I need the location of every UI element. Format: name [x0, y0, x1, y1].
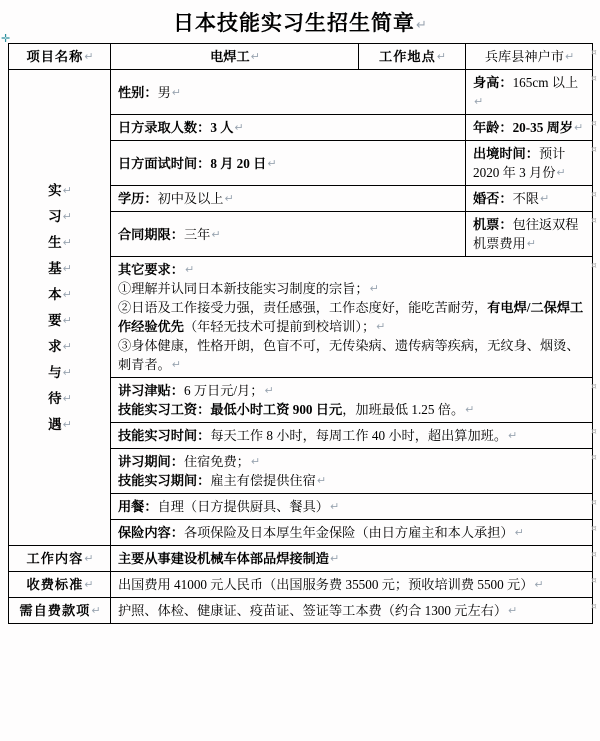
housing-value-2: 雇主有偿提供住宿: [210, 473, 316, 488]
pilcrow-mark: ↵: [211, 227, 221, 241]
pilcrow-mark: ↵: [330, 552, 340, 565]
bottom-row-label-cell: [9, 598, 111, 624]
cell-basic-right: [466, 141, 593, 186]
pilcrow-mark: ↵: [62, 235, 72, 249]
cell-end-marker: ¤: [591, 427, 597, 437]
cell-end-marker: ¤: [591, 453, 597, 463]
pilcrow-mark: ↵: [62, 287, 72, 301]
pilcrow-mark: ↵: [62, 183, 72, 197]
basic-left-value: 8 月 20 日: [210, 155, 267, 171]
pilcrow-mark: ↵: [62, 339, 72, 353]
cell-worktime: [111, 423, 593, 449]
requirement-marker: ②: [118, 300, 132, 315]
pilcrow-mark: ↵: [369, 282, 379, 295]
basic-left-label: 日方录取人数：: [118, 120, 211, 135]
basic-left-label: 合同期限：: [118, 226, 184, 242]
basic-right-value: 20-35 周岁: [512, 120, 574, 135]
recruitment-table: [8, 43, 593, 624]
work-location-value-text: 兵库县神户市: [484, 49, 564, 64]
bottom-row-label-text: 需自费款项: [19, 603, 91, 618]
cell-end-marker: ¤: [591, 261, 597, 271]
section-label-char: 待↵: [48, 390, 72, 406]
allowance-value-1: 6 万日元/月；: [183, 383, 264, 398]
bottom-row-label-text: 工作内容: [26, 551, 84, 566]
section-label-char: 要↵: [48, 312, 72, 328]
pilcrow-mark: ↵: [330, 500, 340, 513]
other-requirement-item: [118, 298, 586, 336]
pilcrow-mark: ↵: [91, 604, 101, 617]
pilcrow-mark: ↵: [267, 156, 277, 170]
table-row-basic: [9, 70, 593, 115]
basic-left-label: 日方面试时间：: [118, 155, 211, 171]
work-location-label-text: 工作地点: [379, 49, 436, 64]
cell-meal: [111, 494, 593, 520]
cell-basic-left: [111, 70, 466, 115]
section-label-char: 生↵: [48, 234, 72, 250]
project-name-label-text: 项目名称: [26, 49, 84, 64]
basic-right-label: 年龄：: [473, 120, 513, 135]
cell-end-marker: ¤: [591, 145, 597, 155]
section-label-char: 本↵: [48, 286, 72, 302]
pilcrow-mark: ↵: [84, 50, 94, 63]
section-label-char: 与↵: [48, 364, 72, 380]
cell-work-location-label: [359, 44, 466, 70]
basic-left-label: 性别：: [118, 84, 158, 100]
cell-end-marker: ¤: [591, 119, 597, 129]
worktime-label: 技能实习时间：: [118, 428, 211, 443]
basic-left-label: 学历：: [118, 191, 158, 206]
pilcrow-mark: ↵: [316, 474, 327, 487]
pilcrow-mark: ↵: [224, 192, 234, 205]
cell-end-marker: ¤: [591, 498, 597, 508]
cell-basic-right: [466, 186, 593, 212]
basic-right-value: 包往返双程机票费用: [473, 217, 579, 251]
pilcrow-mark: ↵: [556, 166, 566, 179]
pilcrow-mark: ↵: [526, 237, 536, 250]
cell-end-marker: ¤: [591, 48, 597, 58]
allowance-line-1: [118, 381, 586, 400]
section-label-char: 遇↵: [48, 416, 72, 432]
cell-section-label-vertical: [9, 70, 111, 546]
basic-right-value: 165cm 以上: [512, 75, 579, 90]
cell-basic-left: [111, 115, 466, 141]
cell-end-marker: ¤: [591, 524, 597, 534]
pilcrow-mark: ↵: [534, 578, 544, 591]
basic-left-value: 初中及以上: [157, 191, 224, 206]
cell-work-location-value: [466, 44, 593, 70]
requirement-marker: ③: [118, 338, 132, 353]
cell-housing: [111, 449, 593, 494]
requirement-text-bold: 有电焊/二保焊工作经验优先: [118, 300, 584, 334]
pilcrow-mark: ↵: [84, 578, 94, 591]
pilcrow-mark: ↵: [539, 192, 550, 205]
bottom-row-label-text: 收费标准: [26, 577, 84, 592]
pilcrow-mark: ↵: [62, 261, 72, 275]
housing-label-2: 技能实习期间：: [118, 473, 211, 488]
pilcrow-mark: ↵: [234, 121, 244, 134]
section-label-stack: [16, 178, 104, 438]
cell-basic-right: [466, 212, 593, 257]
insurance-label: 保险内容：: [118, 525, 184, 540]
requirement-text: 理解并认同日本新技能实习制度的宗旨；: [131, 281, 369, 296]
pilcrow-mark: ↵: [474, 95, 484, 108]
bottom-row-value-cell: [111, 598, 593, 624]
other-requirement-item: [118, 279, 586, 298]
other-requirement-item: [118, 336, 586, 374]
cell-basic-right: [466, 115, 593, 141]
basic-right-value: 预计 2020 年 3 月份: [473, 146, 566, 180]
pilcrow-mark: ↵: [171, 358, 181, 371]
pilcrow-mark: ↵: [264, 384, 274, 397]
pilcrow-mark: ↵: [416, 18, 427, 33]
basic-right-label: 机票：: [473, 217, 513, 232]
page-title-text: 日本技能实习生招生简章: [173, 11, 416, 35]
cell-basic-left: [111, 186, 466, 212]
cell-end-marker: ¤: [591, 382, 597, 392]
bottom-row-label-cell: [9, 546, 111, 572]
pilcrow-mark: ↵: [250, 455, 261, 468]
allowance-line-2: [118, 400, 586, 419]
housing-line-1: [118, 452, 586, 471]
requirement-marker: ①: [118, 281, 132, 296]
allowance-value-2-rest: ，加班最低 1.25 倍。: [342, 402, 465, 417]
job-title-text: 电焊工: [210, 49, 250, 64]
table-row-bottom: [9, 546, 593, 572]
cell-end-marker: ¤: [591, 216, 597, 226]
pilcrow-mark: ↵: [62, 391, 72, 405]
cell-end-marker: ¤: [591, 74, 597, 84]
cell-end-marker: ¤: [591, 576, 597, 586]
pilcrow-mark: ↵: [465, 403, 475, 416]
cell-insurance: [111, 520, 593, 546]
basic-left-value: 3 人: [210, 120, 234, 135]
table-row-header: [9, 44, 593, 70]
bottom-row-value-text: 出国费用 41000 元人民币（出国服务费 35500 元；预收培训费 5500 元）: [118, 577, 534, 592]
requirement-text: 日语及工作接受力强，责任感强，工作态度好，能吃苦耐劳，: [131, 300, 488, 315]
section-label-char: 实↵: [48, 182, 72, 198]
cell-end-marker: ¤: [591, 602, 597, 612]
pilcrow-mark: ↵: [84, 552, 94, 565]
other-requirements-heading: 其它要求：↵: [118, 262, 195, 277]
pilcrow-mark: ↵: [250, 50, 260, 63]
worktime-value: 每天工作 8 小时，每周工作 40 小时，超出算加班。: [210, 428, 508, 443]
requirement-text-tail: （年轻无技术可提前到校培训）；: [183, 319, 376, 334]
allowance-label-2: 技能实习工资：: [118, 402, 211, 417]
section-label-char: 求↵: [48, 338, 72, 354]
pilcrow-mark: ↵: [62, 209, 72, 223]
housing-label-1: 讲习期间：: [118, 454, 184, 469]
allowance-value-2-bold: 最低小时工资 900 日元: [210, 402, 343, 417]
bottom-row-label-cell: [9, 572, 111, 598]
cell-other-requirements: [111, 257, 593, 378]
basic-right-label: 身高：: [473, 75, 513, 90]
requirement-text: 身体健康，性格开朗，色盲不可，无传染病、遗传病等疾病，无纹身、烟烫、刺青者。: [118, 338, 580, 372]
housing-line-2: [118, 471, 586, 490]
page-title: [0, 0, 600, 43]
pilcrow-mark: ↵: [62, 313, 72, 327]
cell-end-marker: ¤: [591, 190, 597, 200]
pilcrow-mark: ↵: [574, 121, 584, 134]
bottom-row-value-cell: [111, 546, 593, 572]
section-label-char: 基↵: [48, 260, 72, 276]
pilcrow-mark: ↵: [62, 417, 72, 431]
allowance-label-1: 讲习津贴：: [118, 383, 184, 398]
cell-basic-right: [466, 70, 593, 115]
cell-end-marker: ¤: [591, 550, 597, 560]
bottom-row-value-text: 护照、体检、健康证、疫苗证、签证等工本费（约合 1300 元左右）: [118, 603, 508, 618]
pilcrow-mark: ↵: [62, 365, 72, 379]
cell-project-name-label: [9, 44, 111, 70]
cell-allowance: [111, 378, 593, 423]
pilcrow-mark: ↵: [436, 50, 446, 63]
pilcrow-mark: ↵: [508, 429, 518, 442]
pilcrow-mark: ↵: [184, 263, 195, 276]
cell-job-title: [111, 44, 359, 70]
bottom-row-value-text: 主要从事建设机械车体部品焊接制造: [118, 551, 329, 566]
section-label-char: 习↵: [48, 208, 72, 224]
pilcrow-mark: ↵: [171, 85, 181, 99]
basic-left-value: 男: [157, 84, 171, 100]
basic-left-value: 三年: [183, 226, 211, 242]
bottom-row-value-cell: [111, 572, 593, 598]
pilcrow-mark: ↵: [376, 320, 386, 333]
table-row-bottom: [9, 572, 593, 598]
meal-value: 自理（日方提供厨具、餐具）: [157, 499, 329, 514]
basic-right-label: 出境时间：: [473, 146, 539, 161]
basic-right-label: 婚否：: [473, 191, 513, 206]
cell-basic-left: [111, 212, 466, 257]
pilcrow-mark: ↵: [508, 604, 518, 617]
pilcrow-mark: ↵: [514, 526, 524, 539]
basic-right-value: 不限: [512, 191, 539, 206]
table-row-bottom: [9, 598, 593, 624]
meal-label: 用餐：: [118, 499, 158, 514]
table-move-handle-icon[interactable]: ✛: [1, 32, 11, 45]
cell-basic-left: [111, 141, 466, 186]
housing-value-1: 住宿免费；: [183, 454, 250, 469]
pilcrow-mark: ↵: [564, 50, 575, 63]
insurance-value: 各项保险及日本厚生年金保险（由日方雇主和本人承担）: [183, 525, 514, 540]
